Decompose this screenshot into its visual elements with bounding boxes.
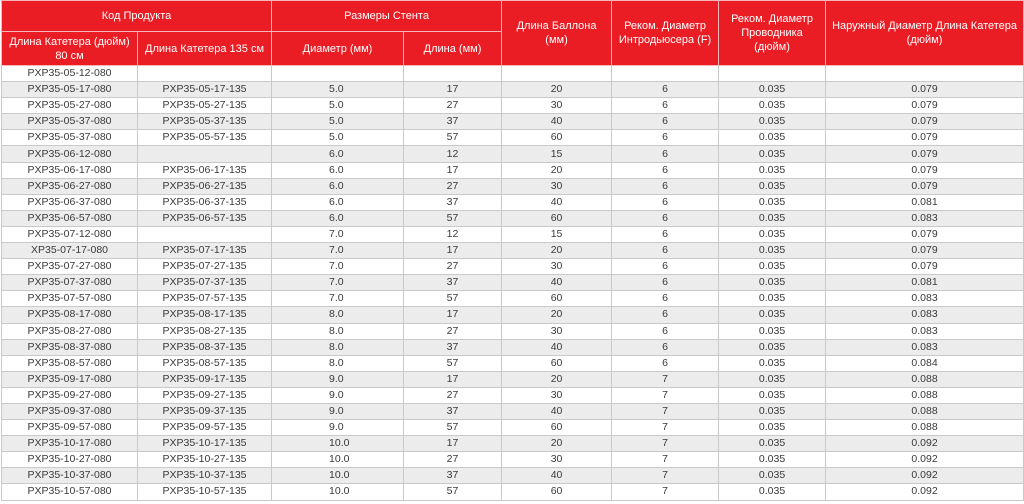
- introducer-diameter-cell: 6: [612, 98, 719, 114]
- guidewire-diameter-cell: 0.035: [719, 420, 826, 436]
- balloon-length-cell: 40: [502, 275, 612, 291]
- outer-diameter-cell: 0.092: [826, 436, 1024, 452]
- guidewire-diameter-cell: [719, 66, 826, 82]
- stent-length-cell: 27: [404, 387, 502, 403]
- catheter-80cm-cell: PXP35-07-27-080: [2, 259, 138, 275]
- outer-diameter-cell: 0.083: [826, 307, 1024, 323]
- introducer-diameter-cell: 7: [612, 403, 719, 419]
- outer-diameter-cell: 0.079: [826, 226, 1024, 242]
- table-row: [2, 146, 1024, 162]
- stent-length-cell: 27: [404, 452, 502, 468]
- table-row: [2, 323, 1024, 339]
- outer-diameter-cell: 0.088: [826, 371, 1024, 387]
- catheter-80cm-cell: PXP35-06-57-080: [2, 210, 138, 226]
- table-row: [2, 355, 1024, 371]
- outer-diameter-header: Наружный Диаметр Длина Катетера (дюйм): [826, 1, 1024, 66]
- table-row: [2, 420, 1024, 436]
- guidewire-diameter-cell: 0.035: [719, 259, 826, 275]
- table-row: [2, 82, 1024, 98]
- catheter-135cm-cell: PXP35-09-37-135: [138, 403, 272, 419]
- guidewire-diameter-cell: 0.035: [719, 98, 826, 114]
- stent-diameter-cell: 10.0: [272, 468, 404, 484]
- stent-diameter-cell: 9.0: [272, 403, 404, 419]
- guidewire-diameter-cell: 0.035: [719, 403, 826, 419]
- introducer-diameter-cell: [612, 66, 719, 82]
- balloon-length-cell: 15: [502, 226, 612, 242]
- introducer-diameter-cell: 6: [612, 194, 719, 210]
- catheter-135cm-cell: PXP35-07-57-135: [138, 291, 272, 307]
- stent-length-cell: 17: [404, 82, 502, 98]
- outer-diameter-cell: 0.079: [826, 162, 1024, 178]
- table-row: [2, 259, 1024, 275]
- catheter-135cm-cell: [138, 146, 272, 162]
- stent-length-cell: 27: [404, 98, 502, 114]
- catheter-135cm-cell: PXP35-06-57-135: [138, 210, 272, 226]
- guidewire-diameter-cell: 0.035: [719, 178, 826, 194]
- introducer-diameter-cell: 6: [612, 162, 719, 178]
- stent-length-cell: 37: [404, 114, 502, 130]
- guidewire-diameter-cell: 0.035: [719, 210, 826, 226]
- catheter-135cm-cell: PXP35-06-27-135: [138, 178, 272, 194]
- catheter-135cm-cell: PXP35-09-17-135: [138, 371, 272, 387]
- balloon-length-cell: 60: [502, 130, 612, 146]
- guidewire-diameter-cell: 0.035: [719, 146, 826, 162]
- guidewire-diameter-cell: 0.035: [719, 371, 826, 387]
- stent-length-cell: 12: [404, 146, 502, 162]
- catheter-135cm-cell: PXP35-10-17-135: [138, 436, 272, 452]
- balloon-length-cell: 60: [502, 355, 612, 371]
- guidewire-diameter-cell: 0.035: [719, 355, 826, 371]
- stent-length-cell: 17: [404, 162, 502, 178]
- introducer-diameter-cell: 6: [612, 307, 719, 323]
- outer-diameter-cell: 0.079: [826, 98, 1024, 114]
- balloon-length-cell: 40: [502, 114, 612, 130]
- stent-length-cell: 17: [404, 436, 502, 452]
- stent-length-cell: 57: [404, 420, 502, 436]
- catheter-80cm-cell: PXP35-09-27-080: [2, 387, 138, 403]
- catheter-135cm-cell: [138, 66, 272, 82]
- outer-diameter-cell: 0.079: [826, 82, 1024, 98]
- outer-diameter-cell: 0.088: [826, 387, 1024, 403]
- catheter-80cm-cell: PXP35-10-37-080: [2, 468, 138, 484]
- catheter-80cm-cell: PXP35-08-57-080: [2, 355, 138, 371]
- catheter-80cm-cell: PXP35-09-57-080: [2, 420, 138, 436]
- guidewire-diameter-cell: 0.035: [719, 307, 826, 323]
- stent-diameter-header: Диаметр (мм): [272, 32, 404, 66]
- stent-length-cell: 57: [404, 291, 502, 307]
- balloon-length-header: Длина Баллона (мм): [502, 1, 612, 66]
- outer-diameter-cell: 0.083: [826, 210, 1024, 226]
- table-row: [2, 66, 1024, 82]
- table-row: [2, 98, 1024, 114]
- balloon-length-cell: 20: [502, 243, 612, 259]
- introducer-diameter-cell: 7: [612, 420, 719, 436]
- stent-diameter-cell: 9.0: [272, 420, 404, 436]
- outer-diameter-cell: 0.083: [826, 323, 1024, 339]
- guidewire-diameter-cell: 0.035: [719, 339, 826, 355]
- stent-diameter-cell: 7.0: [272, 226, 404, 242]
- introducer-diameter-header: Реком. Диаметр Интродьюсера (F): [612, 1, 719, 66]
- guidewire-diameter-cell: 0.035: [719, 291, 826, 307]
- guidewire-diameter-cell: 0.035: [719, 275, 826, 291]
- guidewire-diameter-cell: 0.035: [719, 387, 826, 403]
- table-row: [2, 307, 1024, 323]
- introducer-diameter-cell: 7: [612, 436, 719, 452]
- outer-diameter-cell: 0.081: [826, 275, 1024, 291]
- catheter-135cm-cell: PXP35-09-57-135: [138, 420, 272, 436]
- catheter-80cm-cell: PXP35-09-37-080: [2, 403, 138, 419]
- stent-length-cell: 27: [404, 323, 502, 339]
- catheter-80cm-cell: PXP35-05-27-080: [2, 98, 138, 114]
- catheter-80cm-cell: PXP35-07-57-080: [2, 291, 138, 307]
- table-row: [2, 243, 1024, 259]
- table-row: [2, 452, 1024, 468]
- stent-diameter-cell: 5.0: [272, 98, 404, 114]
- catheter-80cm-cell: PXP35-10-57-080: [2, 484, 138, 500]
- balloon-length-cell: 60: [502, 420, 612, 436]
- catheter-80cm-header: Длина Катетера (дюйм) 80 см: [2, 32, 138, 66]
- stent-diameter-cell: 9.0: [272, 371, 404, 387]
- balloon-length-cell: 20: [502, 436, 612, 452]
- stent-diameter-cell: 6.0: [272, 194, 404, 210]
- table-row: [2, 210, 1024, 226]
- introducer-diameter-cell: 7: [612, 452, 719, 468]
- catheter-135cm-cell: PXP35-07-27-135: [138, 259, 272, 275]
- catheter-80cm-cell: PXP35-08-27-080: [2, 323, 138, 339]
- stent-length-cell: 17: [404, 371, 502, 387]
- stent-diameter-cell: 10.0: [272, 436, 404, 452]
- balloon-length-cell: 15: [502, 146, 612, 162]
- table-row: [2, 114, 1024, 130]
- guidewire-diameter-cell: 0.035: [719, 484, 826, 500]
- stent-diameter-cell: 10.0: [272, 484, 404, 500]
- table-body: [2, 66, 1024, 501]
- stent-length-cell: [404, 66, 502, 82]
- balloon-length-cell: 30: [502, 259, 612, 275]
- catheter-135cm-cell: PXP35-08-37-135: [138, 339, 272, 355]
- stent-length-cell: 37: [404, 194, 502, 210]
- catheter-80cm-cell: PXP35-06-17-080: [2, 162, 138, 178]
- balloon-length-cell: 60: [502, 210, 612, 226]
- catheter-80cm-cell: PXP35-05-17-080: [2, 82, 138, 98]
- table-row: [2, 403, 1024, 419]
- balloon-length-cell: 30: [502, 178, 612, 194]
- guidewire-diameter-cell: 0.035: [719, 130, 826, 146]
- introducer-diameter-cell: 6: [612, 226, 719, 242]
- catheter-80cm-cell: PXP35-06-37-080: [2, 194, 138, 210]
- catheter-135cm-cell: PXP35-09-27-135: [138, 387, 272, 403]
- catheter-135cm-cell: PXP35-10-57-135: [138, 484, 272, 500]
- guidewire-diameter-header: Реком. Диаметр Проводника (дюйм): [719, 1, 826, 66]
- catheter-80cm-cell: PXP35-05-12-080: [2, 66, 138, 82]
- catheter-80cm-cell: PXP35-10-27-080: [2, 452, 138, 468]
- stent-length-cell: 57: [404, 210, 502, 226]
- catheter-135cm-cell: PXP35-05-17-135: [138, 82, 272, 98]
- catheter-135cm-cell: PXP35-05-27-135: [138, 98, 272, 114]
- catheter-135cm-cell: PXP35-08-17-135: [138, 307, 272, 323]
- balloon-length-cell: 20: [502, 162, 612, 178]
- outer-diameter-cell: 0.079: [826, 259, 1024, 275]
- outer-diameter-cell: [826, 66, 1024, 82]
- introducer-diameter-cell: 6: [612, 355, 719, 371]
- balloon-length-cell: 60: [502, 484, 612, 500]
- catheter-80cm-cell: PXP35-07-12-080: [2, 226, 138, 242]
- stent-diameter-cell: 10.0: [272, 452, 404, 468]
- table-row: [2, 226, 1024, 242]
- introducer-diameter-cell: 7: [612, 484, 719, 500]
- outer-diameter-cell: 0.092: [826, 468, 1024, 484]
- introducer-diameter-cell: 6: [612, 178, 719, 194]
- guidewire-diameter-cell: 0.035: [719, 162, 826, 178]
- guidewire-diameter-cell: 0.035: [719, 243, 826, 259]
- introducer-diameter-cell: 6: [612, 323, 719, 339]
- balloon-length-cell: 40: [502, 339, 612, 355]
- stent-length-cell: 12: [404, 226, 502, 242]
- stent-diameter-cell: 8.0: [272, 307, 404, 323]
- outer-diameter-cell: 0.079: [826, 146, 1024, 162]
- stent-diameter-cell: 5.0: [272, 130, 404, 146]
- catheter-135cm-cell: PXP35-10-37-135: [138, 468, 272, 484]
- table-row: [2, 468, 1024, 484]
- balloon-length-cell: 30: [502, 387, 612, 403]
- catheter-135cm-cell: PXP35-05-57-135: [138, 130, 272, 146]
- guidewire-diameter-cell: 0.035: [719, 114, 826, 130]
- stent-length-cell: 57: [404, 484, 502, 500]
- stent-diameter-cell: 6.0: [272, 210, 404, 226]
- catheter-80cm-cell: PXP35-05-37-080: [2, 114, 138, 130]
- guidewire-diameter-cell: 0.035: [719, 226, 826, 242]
- outer-diameter-cell: 0.088: [826, 403, 1024, 419]
- catheter-135cm-header: Длина Катетера 135 см: [138, 32, 272, 66]
- introducer-diameter-cell: 6: [612, 291, 719, 307]
- introducer-diameter-cell: 6: [612, 243, 719, 259]
- catheter-80cm-cell: PXP35-08-17-080: [2, 307, 138, 323]
- catheter-80cm-cell: XP35-07-17-080: [2, 243, 138, 259]
- catheter-135cm-cell: PXP35-07-37-135: [138, 275, 272, 291]
- table-row: [2, 484, 1024, 500]
- balloon-length-cell: 60: [502, 291, 612, 307]
- product-table: [1, 0, 1024, 501]
- outer-diameter-cell: 0.088: [826, 420, 1024, 436]
- stent-length-cell: 37: [404, 403, 502, 419]
- stent-diameter-cell: 7.0: [272, 291, 404, 307]
- stent-diameter-cell: 5.0: [272, 82, 404, 98]
- catheter-80cm-cell: PXP35-05-37-080: [2, 130, 138, 146]
- introducer-diameter-cell: 6: [612, 339, 719, 355]
- outer-diameter-cell: 0.092: [826, 484, 1024, 500]
- stent-diameter-cell: 7.0: [272, 243, 404, 259]
- catheter-135cm-cell: PXP35-10-27-135: [138, 452, 272, 468]
- outer-diameter-cell: 0.079: [826, 114, 1024, 130]
- introducer-diameter-cell: 7: [612, 387, 719, 403]
- outer-diameter-cell: 0.084: [826, 355, 1024, 371]
- product-code-header: Код Продукта: [2, 1, 272, 32]
- outer-diameter-cell: 0.081: [826, 194, 1024, 210]
- introducer-diameter-cell: 7: [612, 468, 719, 484]
- catheter-80cm-cell: PXP35-08-37-080: [2, 339, 138, 355]
- stent-length-cell: 37: [404, 339, 502, 355]
- introducer-diameter-cell: 6: [612, 275, 719, 291]
- table-row: [2, 339, 1024, 355]
- introducer-diameter-cell: 6: [612, 259, 719, 275]
- table-row: [2, 371, 1024, 387]
- catheter-135cm-cell: PXP35-06-37-135: [138, 194, 272, 210]
- catheter-80cm-cell: PXP35-06-27-080: [2, 178, 138, 194]
- outer-diameter-cell: 0.083: [826, 339, 1024, 355]
- stent-diameter-cell: 8.0: [272, 355, 404, 371]
- stent-length-cell: 27: [404, 259, 502, 275]
- balloon-length-cell: 30: [502, 452, 612, 468]
- catheter-80cm-cell: PXP35-10-17-080: [2, 436, 138, 452]
- table-row: [2, 194, 1024, 210]
- balloon-length-cell: 30: [502, 323, 612, 339]
- balloon-length-cell: 40: [502, 194, 612, 210]
- stent-diameter-cell: 5.0: [272, 114, 404, 130]
- catheter-80cm-cell: PXP35-09-17-080: [2, 371, 138, 387]
- introducer-diameter-cell: 7: [612, 371, 719, 387]
- stent-length-cell: 57: [404, 130, 502, 146]
- balloon-length-cell: 40: [502, 403, 612, 419]
- outer-diameter-cell: 0.079: [826, 243, 1024, 259]
- introducer-diameter-cell: 6: [612, 82, 719, 98]
- guidewire-diameter-cell: 0.035: [719, 194, 826, 210]
- stent-diameter-cell: [272, 66, 404, 82]
- introducer-diameter-cell: 6: [612, 146, 719, 162]
- table-row: [2, 275, 1024, 291]
- catheter-80cm-cell: PXP35-06-12-080: [2, 146, 138, 162]
- balloon-length-cell: 40: [502, 468, 612, 484]
- table-row: [2, 387, 1024, 403]
- table-row: [2, 130, 1024, 146]
- guidewire-diameter-cell: 0.035: [719, 468, 826, 484]
- outer-diameter-cell: 0.079: [826, 130, 1024, 146]
- balloon-length-cell: 20: [502, 307, 612, 323]
- catheter-135cm-cell: PXP35-06-17-135: [138, 162, 272, 178]
- balloon-length-cell: 30: [502, 98, 612, 114]
- table-row: [2, 162, 1024, 178]
- catheter-135cm-cell: PXP35-05-37-135: [138, 114, 272, 130]
- stent-diameter-cell: 6.0: [272, 146, 404, 162]
- stent-diameter-cell: 7.0: [272, 275, 404, 291]
- table-row: [2, 291, 1024, 307]
- guidewire-diameter-cell: 0.035: [719, 323, 826, 339]
- table-row: [2, 436, 1024, 452]
- stent-diameter-cell: 9.0: [272, 387, 404, 403]
- stent-length-header: Длина (мм): [404, 32, 502, 66]
- stent-length-cell: 37: [404, 468, 502, 484]
- balloon-length-cell: [502, 66, 612, 82]
- stent-size-header: Размеры Стента: [272, 1, 502, 32]
- catheter-80cm-cell: PXP35-07-37-080: [2, 275, 138, 291]
- catheter-135cm-cell: PXP35-08-57-135: [138, 355, 272, 371]
- introducer-diameter-cell: 6: [612, 210, 719, 226]
- stent-length-cell: 57: [404, 355, 502, 371]
- guidewire-diameter-cell: 0.035: [719, 82, 826, 98]
- introducer-diameter-cell: 6: [612, 130, 719, 146]
- stent-length-cell: 17: [404, 243, 502, 259]
- stent-length-cell: 27: [404, 178, 502, 194]
- stent-length-cell: 37: [404, 275, 502, 291]
- outer-diameter-cell: 0.083: [826, 291, 1024, 307]
- stent-diameter-cell: 8.0: [272, 339, 404, 355]
- introducer-diameter-cell: 6: [612, 114, 719, 130]
- stent-diameter-cell: 8.0: [272, 323, 404, 339]
- catheter-135cm-cell: PXP35-07-17-135: [138, 243, 272, 259]
- outer-diameter-cell: 0.092: [826, 452, 1024, 468]
- guidewire-diameter-cell: 0.035: [719, 436, 826, 452]
- catheter-135cm-cell: [138, 226, 272, 242]
- catheter-135cm-cell: PXP35-08-27-135: [138, 323, 272, 339]
- stent-diameter-cell: 6.0: [272, 162, 404, 178]
- guidewire-diameter-cell: 0.035: [719, 452, 826, 468]
- stent-length-cell: 17: [404, 307, 502, 323]
- balloon-length-cell: 20: [502, 371, 612, 387]
- stent-diameter-cell: 6.0: [272, 178, 404, 194]
- stent-diameter-cell: 7.0: [272, 259, 404, 275]
- balloon-length-cell: 20: [502, 82, 612, 98]
- outer-diameter-cell: 0.079: [826, 178, 1024, 194]
- table-row: [2, 178, 1024, 194]
